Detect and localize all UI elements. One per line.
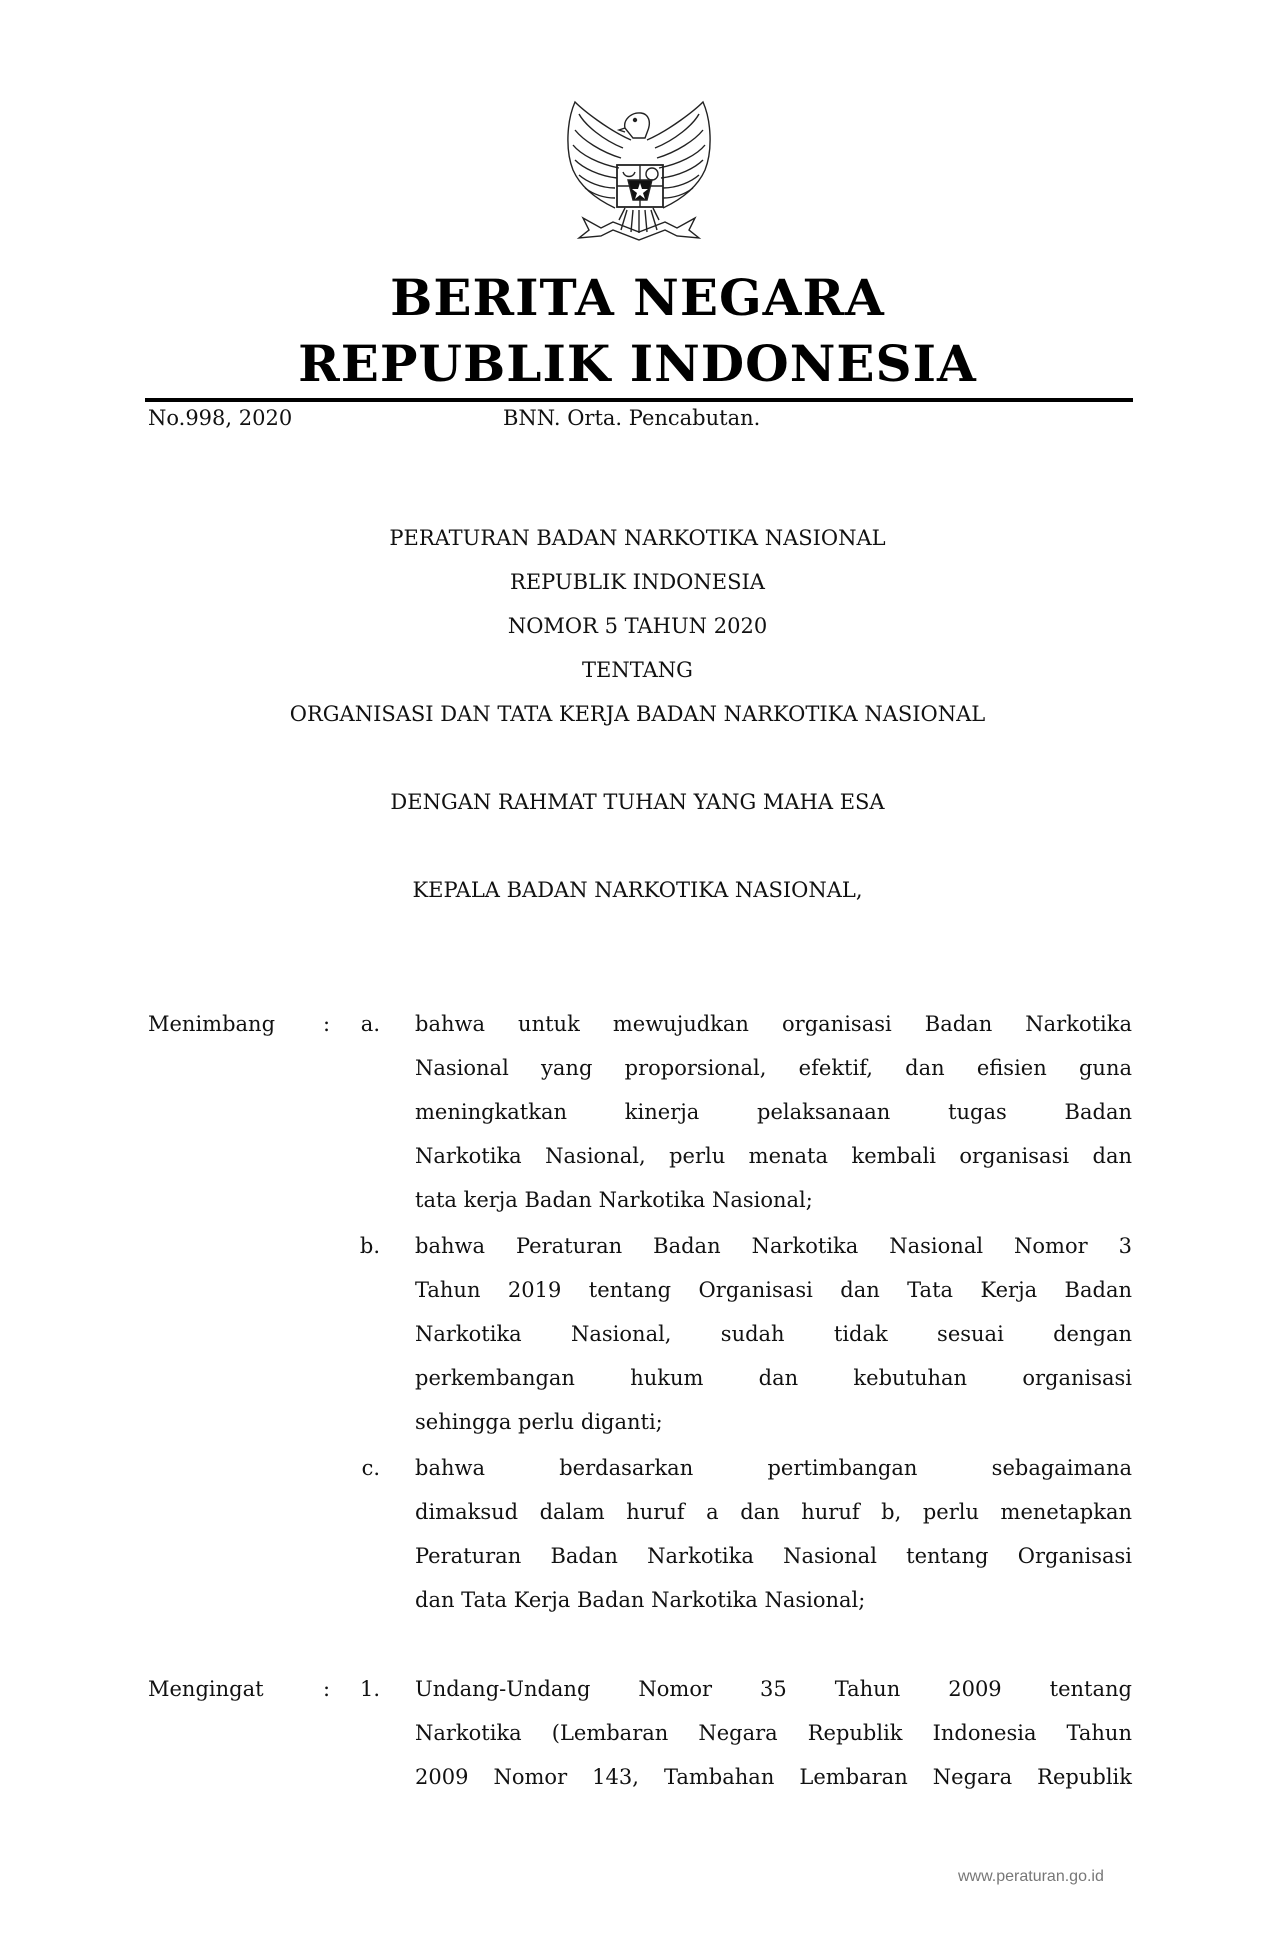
text-line: meningkatkan kinerja pelaksanaan tugas Badan [415,1100,1132,1124]
text-line: dan Tata Kerja Badan Narkotika Nasional; [415,1588,866,1612]
menimbang-item-a [415,1002,1132,1222]
text-line: tata kerja Badan Narkotika Nasional; [415,1188,813,1212]
text-line: Narkotika Nasional, sudah tidak sesuai dengan [415,1322,1132,1346]
mengingat-colon: : [323,1677,331,1701]
title-line-2: REPUBLIK INDONESIA [510,570,765,594]
mengingat-marker-1: 1. [359,1677,380,1701]
menimbang-item-b [415,1224,1132,1444]
issuer: KEPALA BADAN NARKOTIKA NASIONAL, [412,878,863,902]
masthead-subtitle: REPUBLIK INDONESIA [298,334,977,393]
mengingat-item-1 [415,1667,1132,1799]
text-line: bahwa Peraturan Badan Narkotika Nasional Nomor 3 [415,1234,1132,1258]
gazette-category: BNN. Orta. Pencabutan. [503,406,761,430]
text-line: sehingga perlu diganti; [415,1410,663,1434]
text-line: dimaksud dalam huruf a dan huruf b, perlu menetapkan [415,1500,1132,1524]
menimbang-item-c [415,1446,1132,1622]
menimbang-marker-b: b. [359,1234,380,1258]
text-line: Narkotika Nasional, perlu menata kembali organisasi dan [415,1144,1132,1168]
footer-url-link[interactable]: www.peraturan.go.id [958,1868,1104,1885]
text-line: bahwa berdasarkan pertimbangan sebagaimana [415,1456,1132,1480]
garuda-emblem-icon [553,100,725,252]
gazette-number: No.998, 2020 [148,406,293,430]
text-line: Nasional yang proporsional, efektif, dan efisien guna [415,1056,1132,1080]
text-line: Narkotika (Lembaran Negara Republik Indonesia Tahun [415,1721,1132,1745]
title-line-5: ORGANISASI DAN TATA KERJA BADAN NARKOTIKA NASIONAL [289,702,986,726]
title-line-4: TENTANG [582,658,693,682]
menimbang-marker-c: c. [361,1456,380,1480]
menimbang-colon: : [323,1012,331,1036]
mengingat-label: Mengingat [148,1677,264,1701]
text-line: perkembangan hukum dan kebutuhan organisasi [415,1366,1132,1390]
title-line-3: NOMOR 5 TAHUN 2020 [507,614,768,638]
text-line: Undang-Undang Nomor 35 Tahun 2009 tentang [415,1677,1132,1701]
text-line: Tahun 2019 tentang Organisasi dan Tata Kerja Badan [415,1278,1132,1302]
invocation: DENGAN RAHMAT TUHAN YANG MAHA ESA [390,790,885,814]
menimbang-marker-a: a. [360,1012,380,1036]
text-line: bahwa untuk mewujudkan organisasi Badan Narkotika [415,1012,1132,1036]
title-line-1: PERATURAN BADAN NARKOTIKA NASIONAL [389,526,886,550]
masthead-rule [145,398,1133,402]
menimbang-label: Menimbang [148,1012,276,1036]
text-line: 2009 Nomor 143, Tambahan Lembaran Negara Republik [415,1765,1132,1789]
masthead-title: BERITA NEGARA [390,268,885,327]
text-line: Peraturan Badan Narkotika Nasional tentang Organisasi [415,1544,1132,1568]
